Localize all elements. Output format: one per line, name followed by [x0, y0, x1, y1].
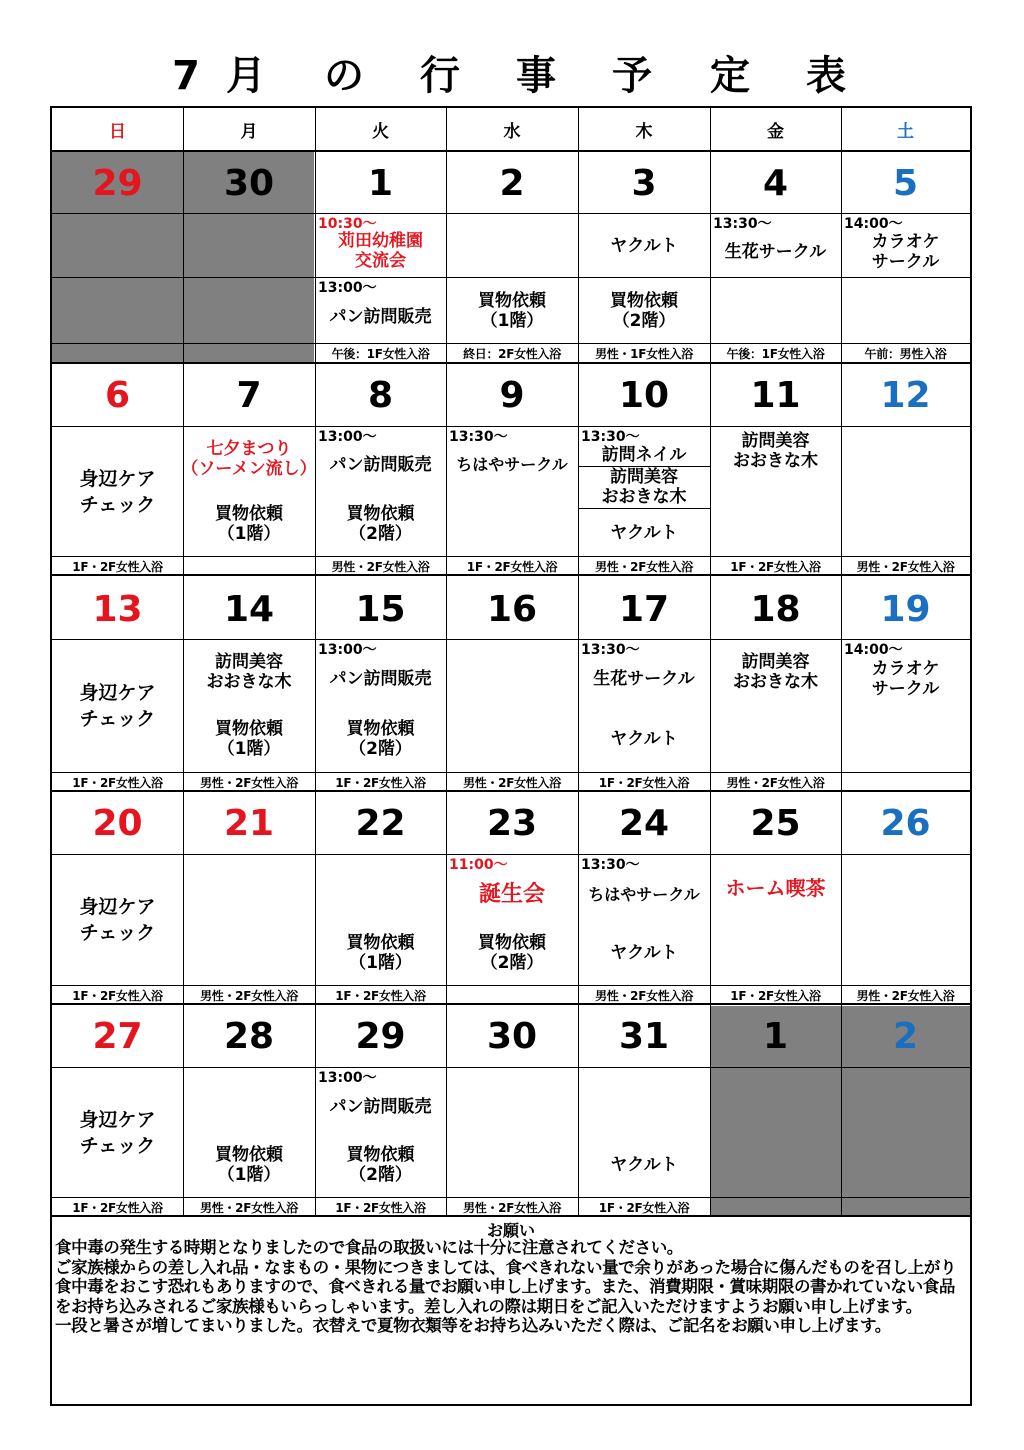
- event-label: 買物依頼: [478, 932, 546, 953]
- weekday-sun: 日: [109, 121, 126, 142]
- day-number: 22: [355, 802, 406, 844]
- event-time: 14:00～: [844, 216, 903, 232]
- event-bread-sale: [315, 439, 446, 491]
- bath-schedule: 1F・2F女性入浴: [72, 1200, 163, 1215]
- event-label: （1階）: [217, 524, 281, 544]
- event-label: ヤクルト: [610, 1155, 678, 1175]
- day-number: 15: [355, 588, 406, 630]
- event-shopping: [446, 278, 578, 343]
- event-personal-care: [52, 1068, 183, 1197]
- event-karaoke: [841, 653, 970, 705]
- event-label: 生花サークル: [593, 669, 695, 689]
- event-label: （2階）: [349, 1165, 412, 1185]
- event-shopping: [315, 920, 446, 985]
- day-number: 31: [618, 1015, 670, 1057]
- bath-schedule: 午後：1F女性入浴: [726, 346, 825, 361]
- event-karaoke: [841, 226, 970, 277]
- day-number: 9: [499, 374, 525, 416]
- event-yakult: [578, 706, 710, 772]
- event-yakult: [578, 214, 710, 277]
- bath-schedule: 終日：2F女性入浴: [463, 346, 561, 361]
- day-number: 25: [750, 802, 801, 844]
- event-label: （2階）: [612, 310, 676, 331]
- day-number: 26: [880, 802, 931, 844]
- bath-schedule: 1F・2F女性入浴: [598, 1200, 690, 1215]
- day-number: 30: [223, 162, 275, 204]
- event-flower-circle: [578, 653, 710, 705]
- event-label: サークル: [871, 679, 940, 699]
- day-number: 21: [223, 802, 275, 844]
- event-label: ヤクルト: [610, 235, 678, 256]
- bath-schedule: 1F・2F女性入浴: [730, 559, 821, 574]
- event-label: パン訪問販売: [329, 1097, 432, 1117]
- day-number: 1: [762, 1015, 789, 1057]
- weekday-mon: 月: [240, 121, 258, 142]
- event-label: 身辺ケア: [79, 896, 156, 918]
- event-label: 身辺ケア: [79, 467, 156, 490]
- day-number: 29: [92, 162, 143, 204]
- event-label: 生花サークル: [724, 241, 827, 262]
- title-char: 予: [612, 53, 652, 99]
- event-bread-sale: [315, 1082, 446, 1132]
- event-tanabata: [183, 427, 315, 491]
- event-label: おおきな木: [601, 487, 687, 507]
- event-label: 交流会: [355, 251, 406, 271]
- event-label: おおきな木: [206, 672, 292, 692]
- day-number: 28: [223, 1015, 275, 1057]
- event-shopping: [183, 706, 315, 772]
- event-label: ヤクルト: [610, 942, 678, 963]
- event-label: チェック: [79, 493, 156, 516]
- title-char: 事: [516, 53, 556, 99]
- event-shopping: [183, 1133, 315, 1197]
- event-time: 13:30～: [449, 429, 508, 445]
- event-label: 買物依頼: [346, 932, 415, 953]
- day-number: 5: [892, 162, 919, 204]
- day-number: 7: [236, 374, 262, 416]
- event-label: 買物依頼: [346, 719, 415, 739]
- event-label: ちはやサークル: [456, 455, 568, 474]
- bath-schedule: 男性・1F女性入浴: [595, 346, 693, 361]
- bath-schedule: 男性・2F女性入浴: [595, 988, 693, 1003]
- event-personal-care: [52, 640, 183, 772]
- day-number: 23: [486, 802, 538, 844]
- event-time: 13:00～: [318, 1070, 377, 1086]
- event-time: 13:30～: [581, 642, 640, 658]
- event-label: 訪問美容: [741, 652, 810, 672]
- bath-schedule: 1F・2F女性入浴: [72, 775, 163, 790]
- event-label: ホーム喫茶: [725, 876, 826, 900]
- event-visiting-beauty: [578, 467, 710, 507]
- bath-schedule: 男性・2F女性入浴: [200, 988, 298, 1003]
- bath-schedule: 1F・2F女性入浴: [598, 775, 690, 790]
- event-shopping: [315, 706, 446, 772]
- event-label: 買物依頼: [215, 504, 283, 524]
- bath-schedule: 1F・2F女性入浴: [335, 1200, 426, 1215]
- day-number: 3: [631, 162, 657, 204]
- title-char: 行: [420, 53, 460, 99]
- event-personal-care: [52, 427, 183, 556]
- event-chihaya-circle: [578, 870, 710, 920]
- event-label: チェック: [79, 1134, 156, 1157]
- event-label: サークル: [871, 251, 940, 272]
- event-label: （1階）: [217, 1165, 281, 1185]
- event-visiting-nail: [578, 444, 710, 466]
- event-label: ヤクルト: [610, 522, 678, 543]
- day-number: 29: [355, 1015, 406, 1057]
- bath-schedule: 男性・2F女性入浴: [856, 988, 955, 1003]
- event-yakult: [578, 920, 710, 985]
- day-number: 24: [618, 802, 670, 844]
- day-number: 13: [92, 588, 143, 630]
- event-label: おおきな木: [733, 451, 818, 471]
- event-label: 身辺ケア: [79, 1108, 156, 1131]
- event-flower-circle: [710, 226, 841, 277]
- weekday-tue: 火: [372, 121, 389, 142]
- event-home-cafe: [710, 863, 841, 913]
- event-time: 14:00～: [844, 642, 903, 658]
- notice-line: 一段と暑さが増してまいりました。衣替えで夏物衣類等をお持ち込みいただく際は、ご記名をお願い申し上げます。: [55, 1316, 891, 1335]
- event-bread-sale: [315, 653, 446, 705]
- event-label: カラオケ: [871, 659, 940, 679]
- event-label: 買物依頼: [610, 290, 678, 311]
- notice-body: [55, 1238, 967, 1336]
- event-time: 13:00～: [318, 429, 377, 445]
- event-label: 買物依頼: [215, 719, 283, 739]
- event-personal-care: [52, 855, 183, 985]
- title-char: の: [324, 53, 364, 99]
- bath-schedule: 男性・2F女性入浴: [463, 775, 561, 790]
- event-kindergarten: [315, 226, 446, 276]
- bath-schedule: 1F・2F女性入浴: [335, 775, 426, 790]
- title-char: 7: [172, 53, 200, 99]
- bath-schedule: 男性・2F女性入浴: [463, 1200, 561, 1215]
- event-label: チェック: [79, 708, 156, 730]
- weekday-sat: 土: [897, 121, 914, 142]
- event-label: 七夕まつり: [206, 439, 292, 459]
- event-label: （2階）: [349, 524, 412, 544]
- bath-schedule: 1F・2F女性入浴: [730, 988, 821, 1003]
- event-label: 訪問美容: [741, 431, 810, 451]
- event-label: （1階）: [217, 739, 281, 759]
- bath-schedule: 1F・2F女性入浴: [466, 559, 558, 574]
- weekday-fri: 金: [767, 121, 784, 142]
- event-label: （ソーメン流し）: [181, 459, 317, 479]
- event-label: ヤクルト: [610, 729, 678, 749]
- grid-line: [52, 1067, 970, 1068]
- event-time: 10:30～: [318, 216, 377, 232]
- weekday-wed: 水: [503, 121, 521, 142]
- event-label: 苅田幼稚園: [338, 231, 423, 251]
- event-label: 訪問美容: [610, 467, 678, 487]
- event-label: おおきな木: [733, 672, 818, 692]
- event-time: 13:30～: [581, 857, 640, 873]
- event-visiting-beauty: [183, 640, 315, 704]
- bath-schedule: 男性・2F女性入浴: [726, 775, 825, 790]
- day-number: 2: [892, 1015, 919, 1057]
- bath-schedule: 午前：男性入浴: [864, 346, 947, 361]
- day-number: 18: [750, 588, 801, 630]
- event-time: 13:30～: [713, 216, 772, 232]
- event-label: 訪問美容: [215, 652, 283, 672]
- title-char: 月: [226, 53, 266, 99]
- grid-line: [52, 854, 970, 855]
- event-bread-sale: [315, 292, 446, 342]
- bath-schedule: 男性・2F女性入浴: [856, 559, 955, 574]
- day-number: 27: [92, 1015, 143, 1057]
- bath-schedule: 男性・2F女性入浴: [200, 775, 298, 790]
- event-shopping: [446, 920, 578, 985]
- event-label: （1階）: [349, 952, 412, 973]
- bath-schedule: 男性・2F女性入浴: [595, 559, 693, 574]
- day-number: 20: [92, 802, 143, 844]
- day-number: 14: [223, 588, 275, 630]
- event-yakult: [578, 1133, 710, 1197]
- day-number: 10: [618, 374, 670, 416]
- day-number: 12: [880, 374, 931, 416]
- page-title: [0, 48, 1024, 104]
- bath-schedule: 1F・2F女性入浴: [335, 988, 426, 1003]
- event-label: 買物依頼: [215, 1145, 283, 1165]
- bath-schedule: 午後：1F女性入浴: [331, 346, 430, 361]
- day-number: 1: [367, 162, 394, 204]
- event-label: 買物依頼: [346, 504, 415, 524]
- event-label: ちはやサークル: [588, 885, 700, 904]
- event-label: 買物依頼: [478, 290, 546, 311]
- event-label: 身辺ケア: [79, 682, 156, 704]
- bath-schedule: 1F・2F女性入浴: [72, 559, 163, 574]
- event-label: パン訪問販売: [329, 307, 432, 327]
- event-time: 13:00～: [318, 642, 377, 658]
- day-number: 16: [486, 588, 538, 630]
- day-number: 2: [499, 162, 525, 204]
- weekday-thu: 木: [635, 121, 653, 142]
- event-label: カラオケ: [871, 231, 940, 252]
- event-label: （2階）: [480, 952, 544, 973]
- bath-schedule: 1F・2F女性入浴: [72, 988, 163, 1003]
- day-number: 11: [750, 374, 801, 416]
- event-yakult: [578, 509, 710, 556]
- event-label: 買物依頼: [346, 1145, 415, 1165]
- day-number: 4: [762, 162, 789, 204]
- event-time: 13:30～: [581, 429, 640, 445]
- event-visiting-beauty: [710, 427, 841, 475]
- notice-box: [52, 1216, 970, 1404]
- notice-line: 食中毒の発生する時期となりましたので食品の取扱いには十分に注意されてください。: [55, 1238, 683, 1257]
- event-label: 訪問ネイル: [601, 445, 687, 465]
- day-number: 8: [367, 374, 394, 416]
- event-label: チェック: [79, 922, 156, 944]
- event-time: 13:00～: [318, 280, 377, 296]
- event-label: （2階）: [349, 739, 412, 759]
- notice-title: お願い: [486, 1221, 535, 1240]
- day-number: 6: [104, 374, 131, 416]
- event-label: 誕生会: [478, 882, 545, 907]
- calendar: [50, 106, 972, 1406]
- day-number: 19: [880, 588, 931, 630]
- event-label: パン訪問販売: [329, 455, 432, 475]
- event-label: パン訪問販売: [329, 669, 432, 689]
- bath-schedule: 男性・2F女性入浴: [200, 1200, 298, 1215]
- event-visiting-beauty: [710, 640, 841, 704]
- title-char: 定: [710, 53, 750, 99]
- event-shopping: [315, 1133, 446, 1197]
- event-label: （1階）: [480, 310, 544, 331]
- bath-schedule: 男性・2F女性入浴: [331, 559, 430, 574]
- event-time: 11:00～: [449, 857, 508, 873]
- day-number: 30: [486, 1015, 538, 1057]
- event-shopping: [578, 278, 710, 343]
- title-char: 表: [806, 53, 846, 99]
- day-number: 17: [618, 588, 670, 630]
- event-shopping: [183, 492, 315, 556]
- notice-line: ご家族様からの差し入れ品・なまもの・果物につきましては、食べきれない量で余りがあった場合に傷んだものを召し上がり食中毒をおこす恐れもありますので、食べきれる量でお願い申し上げます。また、消費期限・賞味期限の書かれていない食品をお持ち込みされるご家族様もいらっしゃいます。差し入れの際は期日をご記入いただけますようお願い申し上げます。: [55, 1257, 957, 1316]
- event-birthday-party: [446, 870, 578, 920]
- event-shopping: [315, 492, 446, 556]
- event-chihaya-circle: [446, 439, 578, 491]
